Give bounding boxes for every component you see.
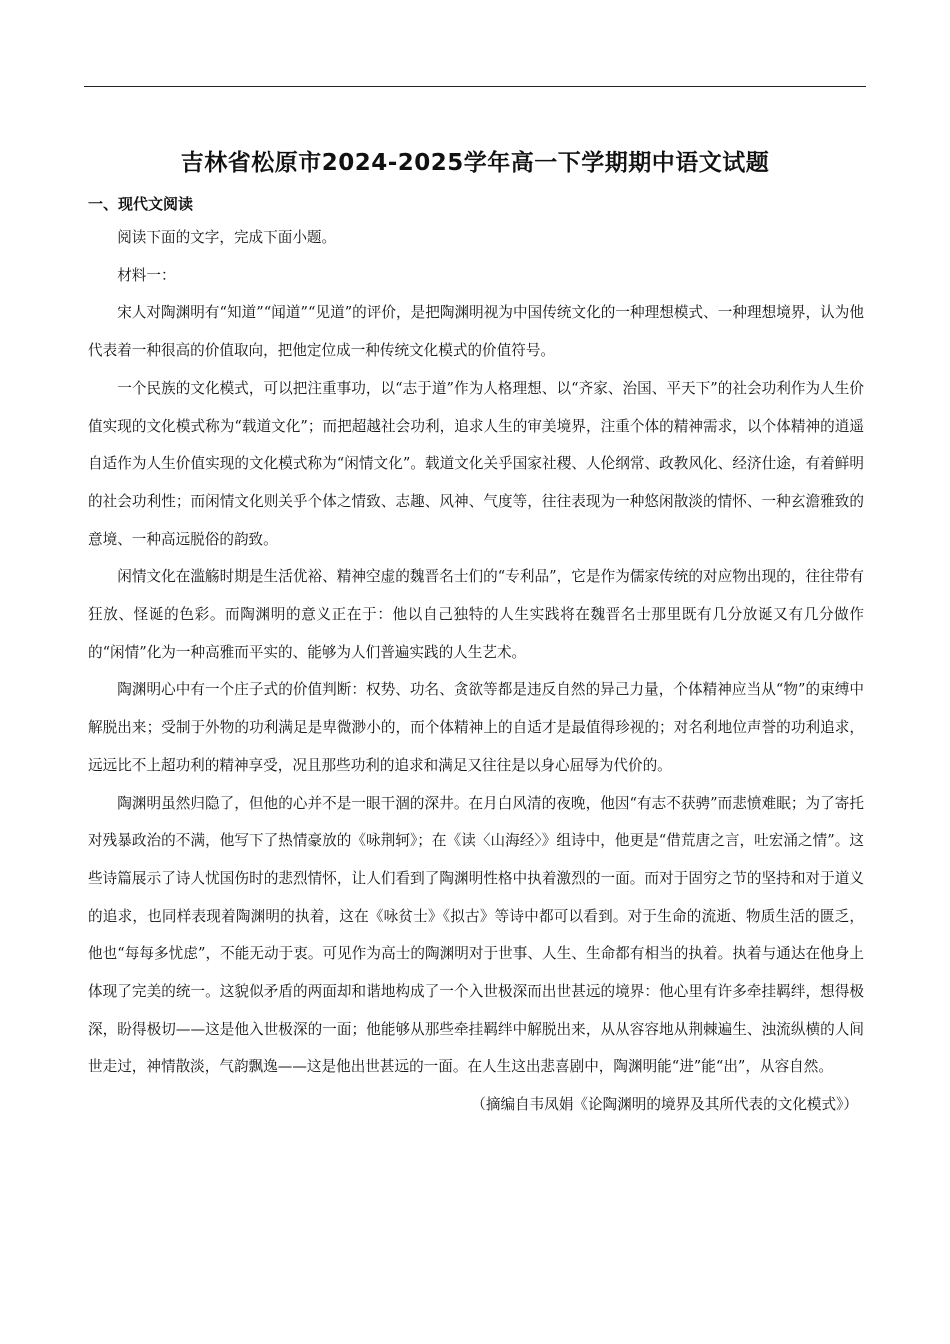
paragraph-1: 宋人对陶渊明有“知道”“闻道”“见道”的评价，是把陶渊明视为中国传统文化的一种理想模式、一种理想境界，认为他代表着一种很高的价值取向，把他定位成一种传统文化模式的价值符号。: [88, 304, 864, 360]
section-heading: 一、现代文阅读: [88, 195, 194, 213]
paragraph-3: 闲情文化在滥觞时期是生活优裕、精神空虚的魏晋名士们的“专利品”，它是作为儒家传统的对应物出现的，往往带有狂放、怪诞的色彩。而陶渊明的意义正在于：他以自己独特的人生实践将在魏晋名士那里既有几分放诞又有几分做作的“闲情”化为一种高雅而平实的、能够为人们普遍实践的人生艺术。: [88, 568, 864, 661]
source-citation: （摘编自韦凤娟《论陶渊明的境界及其所代表的文化模式》）: [471, 1096, 858, 1114]
paragraph-5: 陶渊明虽然归隐了，但他的心并不是一眼干涸的深井。在月白风清的夜晚，他因“有志不获骋”而悲愤难眠；为了寄托对残暴政治的不满，他写下了热情豪放的《咏荆轲》；在《读〈山海经〉》组诗中，他更是“借荒唐之言，吐宏涌之情”。这些诗篇展示了诗人忧国伤时的悲烈情怀，让人们看到了陶渊明性格中执着激烈的一面。而对于固穷之节的坚持和对于道义的追求，也同样表现着陶渊明的执着，这在《咏贫士》《拟古》等诗中都可以看到。对于生命的流逝、物质生活的匮乏，他也“每每多忧虑”，不能无动于衷。可见作为高士的陶渊明对于世事、人生、生命都有相当的执着。执着与通达在他身上体现了完美的统一。这貌似矛盾的两面却和谐地构成了一个入世极深而出世甚远的境界：他心里有许多牵挂羁绊，想得极深，盼得极切——这是他入世极深的一面；他能够从那些牵挂羁绊中解脱出来，从从容容地从荆棘遍生、浊流纵横的人间世走过，神情散淡，气韵飘逸——这是他出世甚远的一面。在人生这出悲喜剧中，陶渊明能“进”能“出”，从容自然。: [88, 794, 864, 1076]
paragraph-2: 一个民族的文化模式，可以把注重事功，以“志于道”作为人格理想、以“齐家、治国、平天下”的社会功利作为人生价值实现的文化模式称为“载道文化”；而把超越社会功利，追求人生的审美境界，注重个体的精神需求，以个体精神的逍遥自适作为人生价值实现的文化模式称为“闲情文化”。载道文化关乎国家社稷、人伦纲常、政教风化、经济仕途，有着鲜明的社会功利性；而闲情文化则关乎个体之情致、志趣、风神、气度等，往往表现为一种悠闲散淡的情怀、一种玄澹雅致的意境、一种高远脱俗的韵致。: [88, 379, 864, 548]
instruction-text: 阅读下面的文字，完成下面小题。: [117, 229, 337, 246]
page-title: 吉林省松原市2024-2025学年高一下学期期中语文试题: [180, 150, 770, 176]
top-rule: [84, 86, 866, 87]
paragraph-4: 陶渊明心中有一个庄子式的价值判断：权势、功名、贪欲等都是违反自然的异己力量，个体精神应当从“物”的束缚中解脱出来；受制于外物的功利满足是卑微渺小的，而个体精神上的自适才是最值得珍视的；对名利地位声誉的功利追求，远远比不上超功利的精神享受，况且那些功利的追求和满足又往往是以身心屈辱为代价的。: [88, 681, 864, 774]
article-body: [88, 219, 864, 1124]
material-label: 材料一：: [117, 266, 176, 284]
